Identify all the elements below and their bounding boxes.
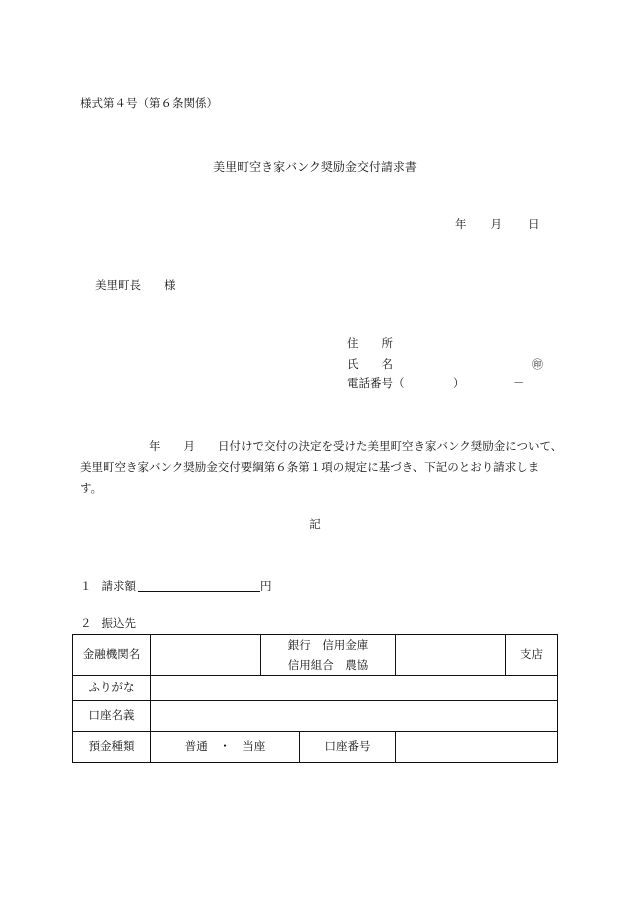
institution-value: [151, 635, 261, 676]
body-text: [80, 436, 563, 499]
account-number-label: 口座番号: [300, 732, 396, 763]
table-row: [73, 635, 558, 676]
form-number: 様式第４号（第６条関係）: [80, 96, 218, 110]
holder-value: [151, 701, 558, 732]
body-line-2: 美里町空き家バンク奨励金交付要綱第６条第１項の規定に基づき、下記のとおり請求しま: [80, 460, 540, 474]
item1-number: １: [80, 579, 92, 593]
date-month: 月: [490, 217, 502, 231]
body-line-1: 年 月 日付けで交付の決定を受けた美里町空き家バンク奨励金について、: [80, 439, 563, 453]
deposit-type-label: 預金種類: [73, 732, 151, 763]
deposit-type-options: 普通 ・ 当座: [151, 732, 300, 763]
holder-label: 口座名義: [73, 701, 151, 732]
name-label: 氏 名: [347, 357, 393, 371]
item1-label: 請求額: [101, 579, 136, 593]
phone-dash: －: [513, 376, 525, 390]
phone-paren-close: ）: [453, 376, 465, 390]
item1-unit: 円: [260, 579, 272, 593]
seal-mark: ㊞: [532, 358, 543, 371]
addressee: 美里町長 様: [95, 278, 176, 292]
item-claim-amount: [80, 578, 272, 594]
ki-heading: 記: [309, 517, 321, 531]
document-title: 美里町空き家バンク奨励金交付請求書: [213, 160, 417, 174]
bank-table: [72, 634, 558, 763]
address-label: 住 所: [347, 336, 393, 350]
date-day: 日: [528, 217, 540, 231]
item-transfer-destination: [80, 617, 136, 631]
amount-blank-line: [138, 578, 260, 592]
date-year: 年: [455, 217, 467, 231]
bank-type-line-2: 信用組合 農協: [287, 658, 369, 672]
body-line-3: す。: [80, 481, 103, 495]
furigana-label: ふりがな: [73, 676, 151, 701]
branch-label: 支店: [506, 635, 558, 676]
furigana-value: [151, 676, 558, 701]
item2-number: ２: [80, 616, 92, 630]
branch-value: [396, 635, 506, 676]
table-row: [73, 701, 558, 732]
table-row: [73, 732, 558, 763]
date-line: [455, 218, 540, 232]
account-number-value: [396, 732, 558, 763]
table-row: [73, 676, 558, 701]
item2-label: 振込先: [101, 616, 136, 630]
bank-type-line-1: 銀行 信用金庫: [287, 638, 369, 652]
institution-label: 金融機関名: [73, 635, 151, 676]
bank-type-options: [261, 635, 396, 676]
phone-label: 電話番号（: [347, 376, 405, 390]
